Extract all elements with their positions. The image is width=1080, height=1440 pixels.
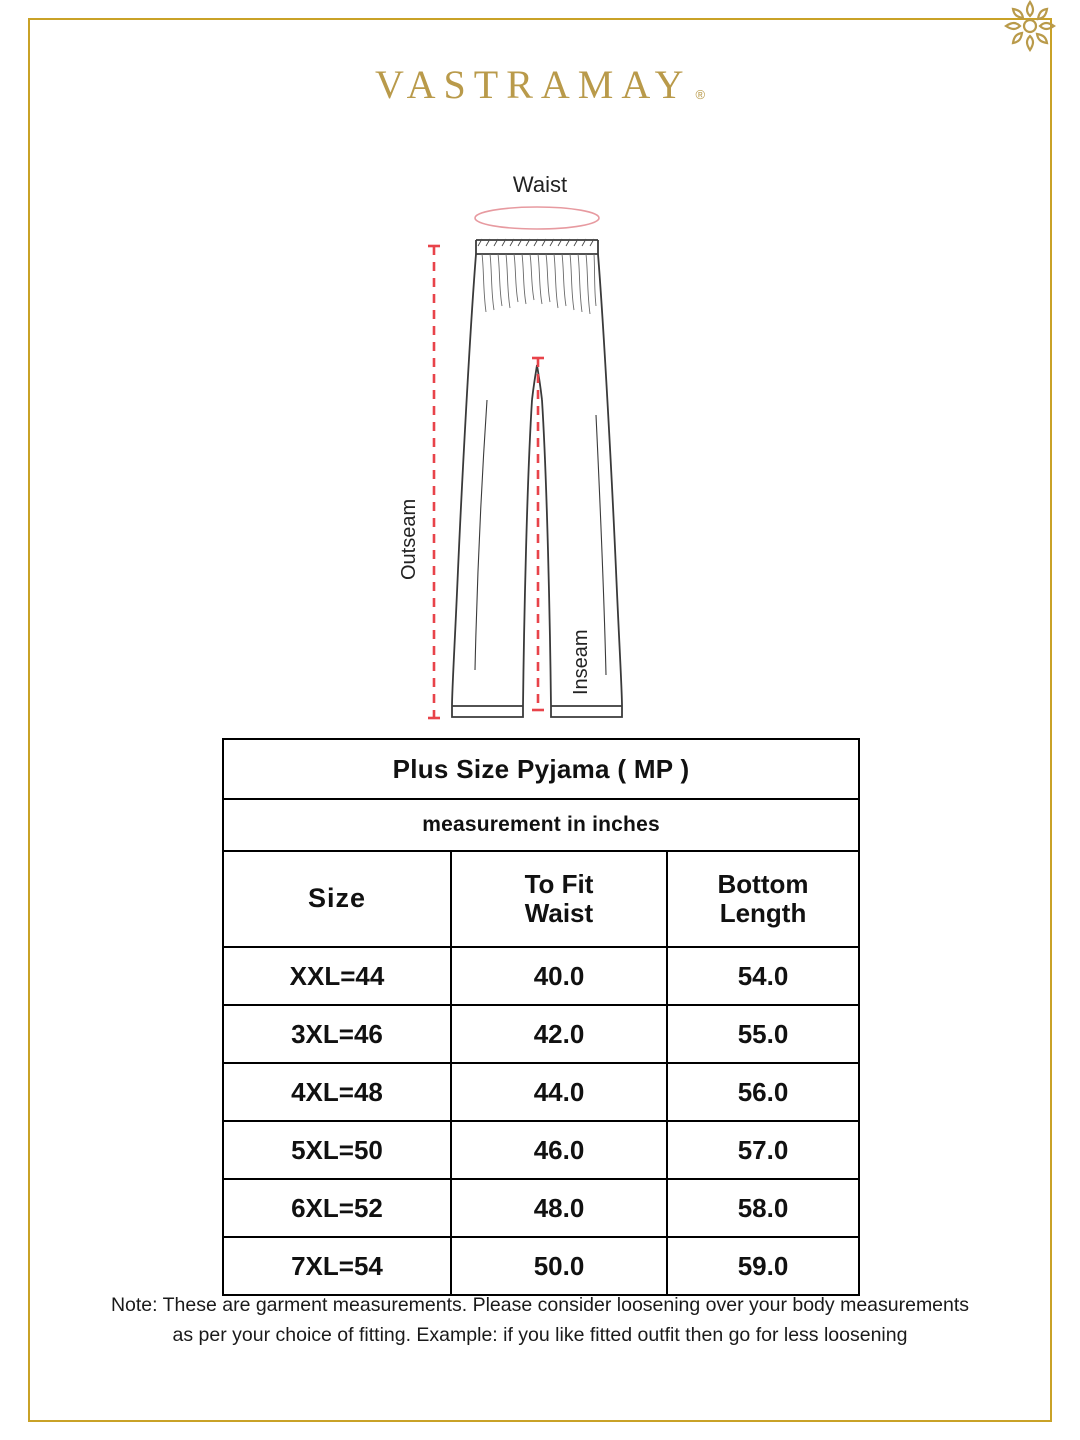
table-row (223, 1121, 859, 1179)
brand-ornament-icon (998, 0, 1062, 63)
cell-size: 3XL=46 (223, 1005, 451, 1063)
brand-header (0, 30, 1080, 140)
size-table (222, 738, 860, 1296)
table-header-row (223, 851, 859, 947)
size-table-container (222, 738, 858, 1296)
cell-size: 7XL=54 (223, 1237, 451, 1295)
cell-size: 6XL=52 (223, 1179, 451, 1237)
column-header-bottom-length (667, 851, 859, 947)
table-subtitle: measurement in inches (223, 799, 859, 851)
table-row (223, 1237, 859, 1295)
table-row (223, 1063, 859, 1121)
note-text (50, 1290, 1030, 1350)
cell-to-fit-waist: 44.0 (451, 1063, 667, 1121)
brand-logo (374, 62, 706, 107)
table-title-row (223, 739, 859, 799)
table-row (223, 1179, 859, 1237)
cell-bottom-length: 58.0 (667, 1179, 859, 1237)
column-header-to-fit-waist-line2: Waist (524, 898, 594, 928)
cell-to-fit-waist: 42.0 (451, 1005, 667, 1063)
table-row (223, 947, 859, 1005)
inseam-label: Inseam (570, 629, 592, 695)
pyjama-diagram (0, 150, 1080, 730)
cell-size: XXL=44 (223, 947, 451, 1005)
waist-label: Waist (512, 172, 568, 197)
cell-to-fit-waist: 46.0 (451, 1121, 667, 1179)
column-header-to-fit-waist (451, 851, 667, 947)
note-line-1: Note: These are garment measurements. Please consider loosening over your body measurements (110, 1294, 970, 1316)
brand-name: VASTRAMAY (374, 62, 692, 107)
column-header-size: Size (223, 851, 451, 947)
column-header-to-fit-waist-line1: To Fit (524, 869, 594, 900)
cell-size: 4XL=48 (223, 1063, 451, 1121)
cell-to-fit-waist: 50.0 (451, 1237, 667, 1295)
table-title: Plus Size Pyjama ( MP ) (223, 739, 859, 799)
cell-bottom-length: 59.0 (667, 1237, 859, 1295)
table-subtitle-row (223, 799, 859, 851)
cell-to-fit-waist: 40.0 (451, 947, 667, 1005)
cell-size: 5XL=50 (223, 1121, 451, 1179)
column-header-bottom-length-line2: Length (719, 898, 807, 928)
table-row (223, 1005, 859, 1063)
cell-bottom-length: 55.0 (667, 1005, 859, 1063)
registered-mark-icon: ® (695, 87, 706, 102)
cell-bottom-length: 56.0 (667, 1063, 859, 1121)
cell-to-fit-waist: 48.0 (451, 1179, 667, 1237)
cell-bottom-length: 57.0 (667, 1121, 859, 1179)
column-header-bottom-length-line1: Bottom (717, 869, 809, 900)
outseam-label: Outseam (398, 498, 420, 580)
note-line-2: as per your choice of fitting. Example: if you like fitted outfit then go for less loosening (172, 1324, 908, 1347)
pyjama-illustration-svg (0, 150, 1080, 730)
cell-bottom-length: 54.0 (667, 947, 859, 1005)
